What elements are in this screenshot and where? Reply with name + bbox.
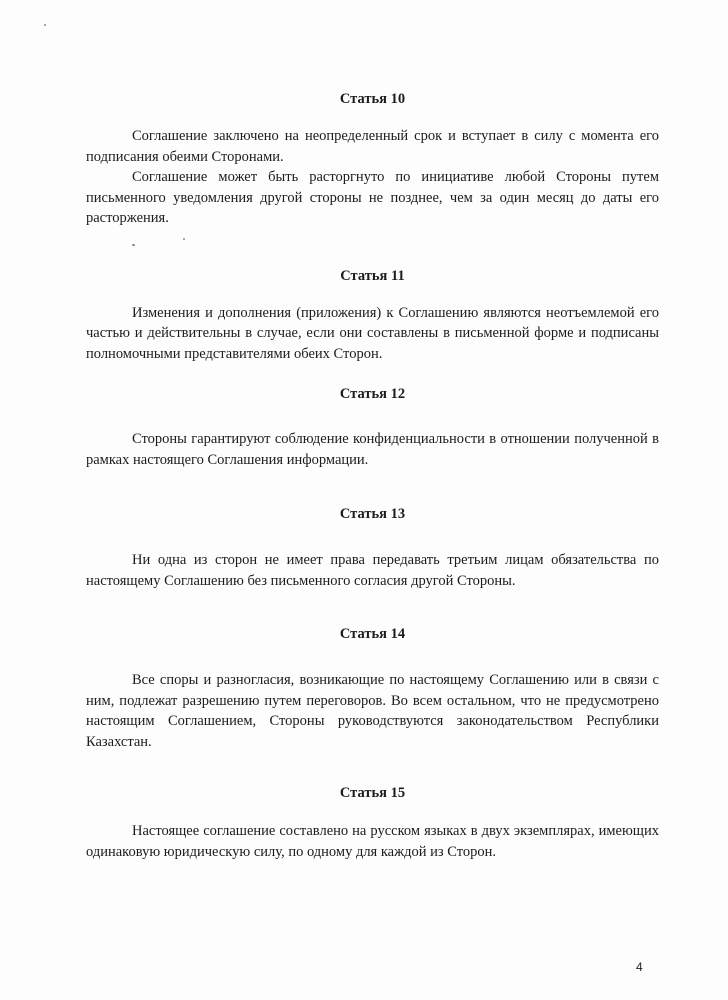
article-heading: Статья 10 — [339, 91, 406, 107]
article-paragraph: Ни одна из сторон не имеет права передавать третьим лицам обязательства по настоящему Соглашению без письменного согласия другой Стороны. — [86, 552, 659, 589]
article-paragraph: Стороны гарантируют соблюдение конфиденциальности в отношении полученной в рамках настоящего Соглашения информации. — [86, 431, 659, 468]
article-heading: Статья 11 — [340, 267, 405, 284]
document-body — [86, 88, 659, 862]
article-14 — [86, 623, 659, 752]
article-heading: Статья 13 — [339, 506, 406, 522]
page-number: 4 — [636, 960, 643, 974]
article-heading: Статья 12 — [339, 386, 406, 402]
scan-speck — [44, 24, 46, 26]
article-heading: Статья 14 — [339, 626, 406, 642]
article-heading: Статья 15 — [339, 785, 406, 801]
article-11 — [86, 265, 659, 365]
article-13 — [86, 503, 659, 591]
article-10 — [86, 88, 659, 229]
article-paragraph: Изменения и дополнения (приложения) к Соглашению являются неотъемлемой его частью и действительны в случае, если они составлены в письменной форме и подписаны полномочными представителями обеих Сторон. — [86, 304, 659, 362]
article-12 — [86, 383, 659, 470]
article-paragraph: Настоящее соглашение составлено на русском языках в двух экземплярах, имеющих одинаковую юридическую силу, по одному для каждой из Сторон. — [86, 823, 659, 860]
article-paragraph: Все споры и разногласия, возникающие по настоящему Соглашению или в связи с ним, подлежат разрешению путем переговоров. Во всем остальном, что не предусмотрено настоящим Соглашением, Стороны руководствуются законодательством Республики Казахстан. — [86, 672, 659, 750]
article-paragraph: Соглашение заключено на неопределенный срок и вступает в силу с момента его подписания обеими Сторонами. — [86, 128, 659, 165]
article-paragraph: Соглашение может быть расторгнуто по инициативе любой Стороны путем письменного уведомления другой стороны не позднее, чем за один месяц до даты его расторжения. — [86, 169, 659, 226]
article-15 — [86, 782, 659, 862]
